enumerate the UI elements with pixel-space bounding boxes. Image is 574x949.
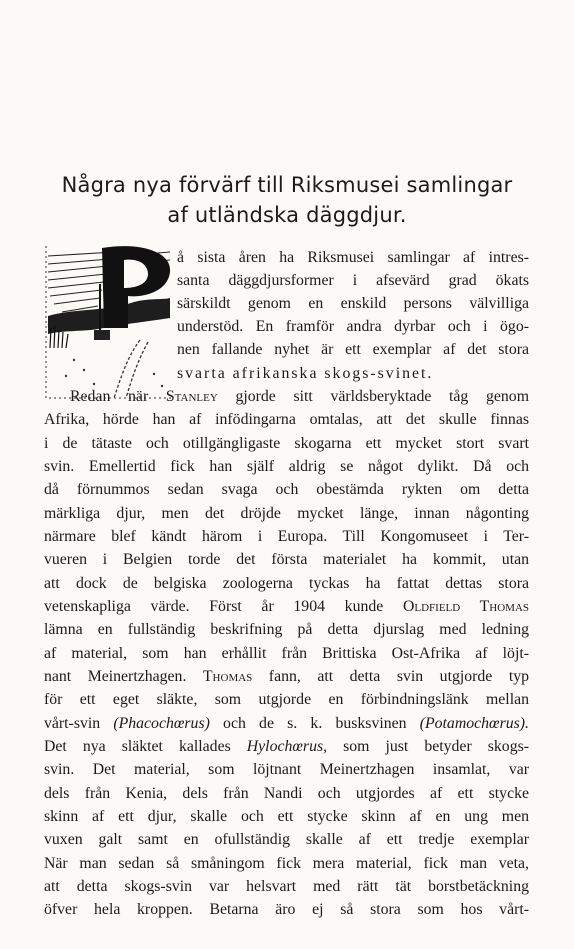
text-line-3: särskildt genom en enskild persons välvilliga — [177, 295, 529, 312]
text-line-1: å sista åren ha Riksmusei samlingar af intres- — [177, 249, 529, 266]
text-line-21: vårt-svin (Phacochœrus) och de s. k. busksvinen (Potamochœrus). — [44, 715, 529, 732]
text-line-19: nant Meinertzhagen. Thomas fann, att detta svin utgjorde typ — [44, 668, 530, 685]
text-line-28: att detta skogs-svin var helsvart med rätt tät borstbetäckning — [44, 878, 529, 895]
text-line-16: vetenskapliga värde. Först år 1904 kunde Oldfield Thomas — [44, 598, 530, 615]
text-line-18: af material, som han erhållit från Brittiska Ost-Afrika af löjt- — [44, 645, 529, 662]
text-line-4: understöd. En framför andra dyrbar och i ögo- — [177, 318, 529, 335]
text-line-17: lämna en fullständig beskrifning på detta djurslag med ledning — [44, 621, 529, 638]
text-line-11: då förnummos sedan svaga och obestämda rykten om detta — [44, 481, 529, 498]
text-line-15: att dock de belgiska zoologerna tyckas ha fattat dettas stora — [44, 575, 529, 592]
name-stanley: Stanley — [165, 388, 218, 405]
article-title — [0, 170, 574, 230]
text-line-27: När man sedan så småningom fick mera material, fick man veta, — [44, 855, 529, 872]
text-line-9: i de tätaste och otillgängligaste skogarna ett mycket stort svart — [44, 435, 529, 452]
text-line-22: Det nya släktet kallades Hylochœrus, som just betyder skogs- — [44, 738, 529, 755]
text-line-26: vuxen galt samt en ofullständig skalle af ett tredje exemplar — [44, 831, 529, 848]
text-line-2: santa däggdjursformer i afsevärd grad ökats — [177, 272, 529, 289]
text-line-7: Redan när Stanley gjorde sitt världsberyktade tåg genom — [70, 388, 529, 405]
name-oldfield-thomas: Oldfield Thomas — [402, 598, 530, 615]
text-line-6: svarta afrikanska skogs-svinet. — [177, 365, 434, 382]
text-line-10: svin. Emellertid fick han själf aldrig se något dylikt. Då och — [44, 458, 529, 475]
title-line-1: Några nya förvärf till Riksmusei samlingar — [61, 173, 513, 197]
text-line-8: Afrika, hörde han af infödingarna omtalas, att det skulle finnas — [44, 411, 529, 428]
text-line-13: närmare blef kändt härom i Europa. Till Kongomuseet i Ter- — [44, 528, 529, 545]
text-line-20: för ett eget släkte, som utgjorde en förbindningslänk mellan — [44, 691, 529, 708]
text-line-5: nen fallande nyhet är ett exemplar af det stora — [177, 341, 529, 358]
title-line-2: af utländska däggdjur. — [167, 203, 407, 227]
text-line-23: svin. Det material, som löjtnant Meinertzhagen insamlat, var — [44, 761, 529, 778]
text-line-24: dels från Kenia, dels från Nandi och utgjordes af ett stycke — [44, 785, 529, 802]
decorated-initial-landscape-icon — [44, 244, 174, 400]
text-line-29: öfver hela kroppen. Betarna äro ej så stora som hos vårt- — [44, 901, 529, 918]
text-line-25: skinn af ett djur, skalle och ett stycke skinn af en ung men — [44, 808, 529, 825]
text-line-14: vueren i Belgien torde det första materialet ha kommit, utan — [44, 551, 529, 568]
text-line-12: märkliga djur, men det dröjde mycket länge, innan någonting — [44, 505, 529, 522]
name-thomas: Thomas — [202, 668, 253, 685]
